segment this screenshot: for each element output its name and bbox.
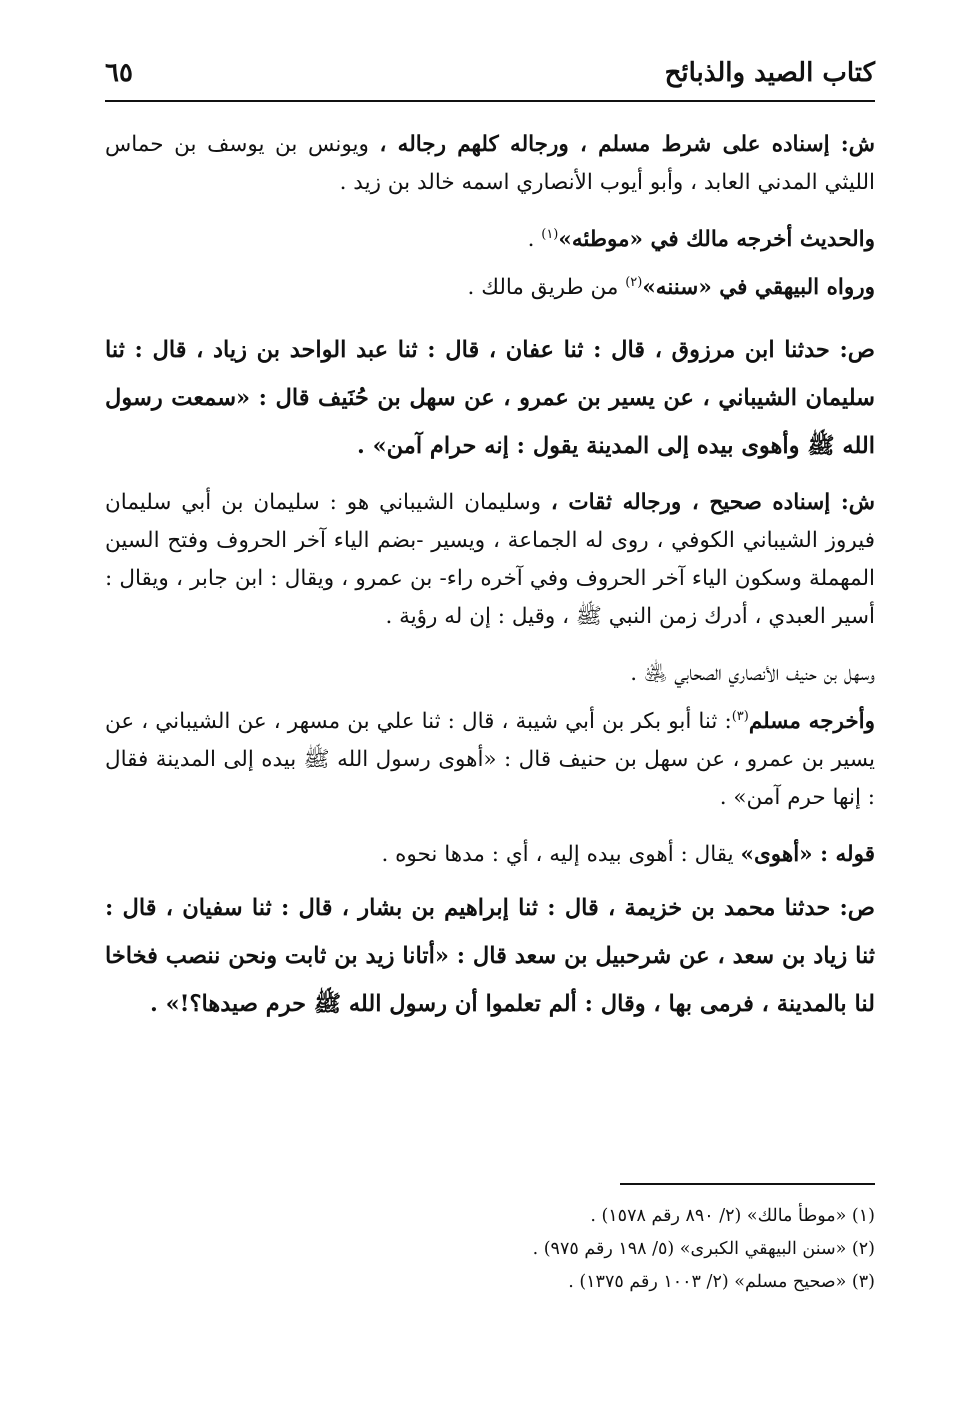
footnotes — [105, 1200, 875, 1299]
gloss-lead: قوله : «أهوى» — [740, 842, 875, 867]
source-paragraph — [105, 221, 875, 259]
source-lead: وأخرجه مسلم — [748, 709, 875, 734]
running-title: كتاب الصيد والذبائح — [664, 58, 875, 88]
source-text: . — [527, 227, 542, 252]
footnote-divider — [620, 1183, 875, 1185]
footnote-item: (٢) «سنن البيهقي الكبرى» (٥/ ١٩٨ رقم ٩٧٥) . — [532, 1239, 875, 1259]
commentary-lead: ش: إسناده صحيح ، ورجاله ثقات ، — [550, 490, 875, 515]
commentary-text: ويونس بن يوسف بن حماس الليثي المدني العابد ، وأبو أيوب الأنصاري اسمه خالد بن زيد . — [105, 132, 875, 195]
gloss-paragraph — [105, 836, 875, 874]
commentary-paragraph — [105, 484, 875, 636]
footnote-item: (٣) «صحيح مسلم» (٢/ ١٠٠٣ رقم ١٣٧٥) . — [568, 1272, 875, 1292]
source-text: : ثنا أبو بكر بن أبي شيبة ، قال : ثنا علي بن مسهر ، عن الشيباني ، عن يسير بن عمرو ، عن سهل بن حنيف قال : «أهوى رسول الله ﷺ بيده إلى المدينة فقال : إنها حرم آمن» . — [105, 709, 875, 810]
narrator-paragraph: وسهل بن حنيف الأنصاري الصحابي ﵁ . — [630, 661, 875, 686]
commentary-text: وسليمان الشيباني هو : سليمان بن أبي سليمان فيروز الشيباني الكوفي ، روى له الجماعة ، ويسير -بضم الياء آخر الحروف وفتح السين المهملة وسكون الياء آخر الحروف وفي آخره راء- بن عمرو ، ويقال : ابن جابر ، ويقال : أسير العبدي ، أدرك زمن النبي ﷺ ، وقيل : إن له رؤية . — [105, 490, 875, 629]
hadith-paragraph: ص: حدثنا ابن مرزوق ، قال : ثنا عفان ، قال : ثنا عبد الواحد بن زياد ، قال : ثنا سليمان الشيباني ، عن يسير بن عمرو ، عن سهل بن حُنَيف قال : «سمعت رسول الله ﷺ وأهوى بيده إلى المدينة يقول : إنه حرام آمن» . — [105, 337, 875, 459]
page-header — [105, 52, 875, 102]
main-text — [105, 126, 875, 1042]
gloss-text: يقال : أهوى بيده إليه ، أي : مدها نحوه . — [381, 842, 741, 867]
source-paragraph — [105, 703, 875, 817]
source-paragraph — [105, 269, 875, 307]
footnote-item: (١) «موطأ مالك» (٢/ ٨٩٠ رقم ١٥٧٨) . — [590, 1206, 875, 1226]
footnote-ref[interactable]: (٣) — [731, 708, 749, 724]
source-text: من طريق مالك . — [467, 275, 626, 300]
footnote-ref[interactable]: (١) — [541, 226, 559, 242]
commentary-lead: ش: إسناده على شرط مسلم ، ورجاله كلهم رجاله ، — [379, 132, 875, 157]
source-lead: ورواه البيهقي في «سننه» — [642, 275, 875, 300]
source-lead: والحديث أخرجه مالك في «موطئه» — [558, 227, 875, 252]
commentary-paragraph — [105, 126, 875, 202]
footnote-ref[interactable]: (٢) — [625, 274, 643, 290]
hadith-paragraph: ص: حدثنا محمد بن خزيمة ، قال : ثنا إبراهيم بن بشار ، قال : ثنا سفيان ، قال : ثنا زياد بن سعد ، عن شرحبيل بن سعد قال : «أتانا زيد بن ثابت ونحن ننصب فخاخا لنا بالمدينة ، فرمى بها ، وقال : ألم تعلموا أن رسول الله ﷺ حرم صيدها؟!» . — [105, 895, 875, 1017]
page-number: ٦٥ — [105, 58, 133, 88]
